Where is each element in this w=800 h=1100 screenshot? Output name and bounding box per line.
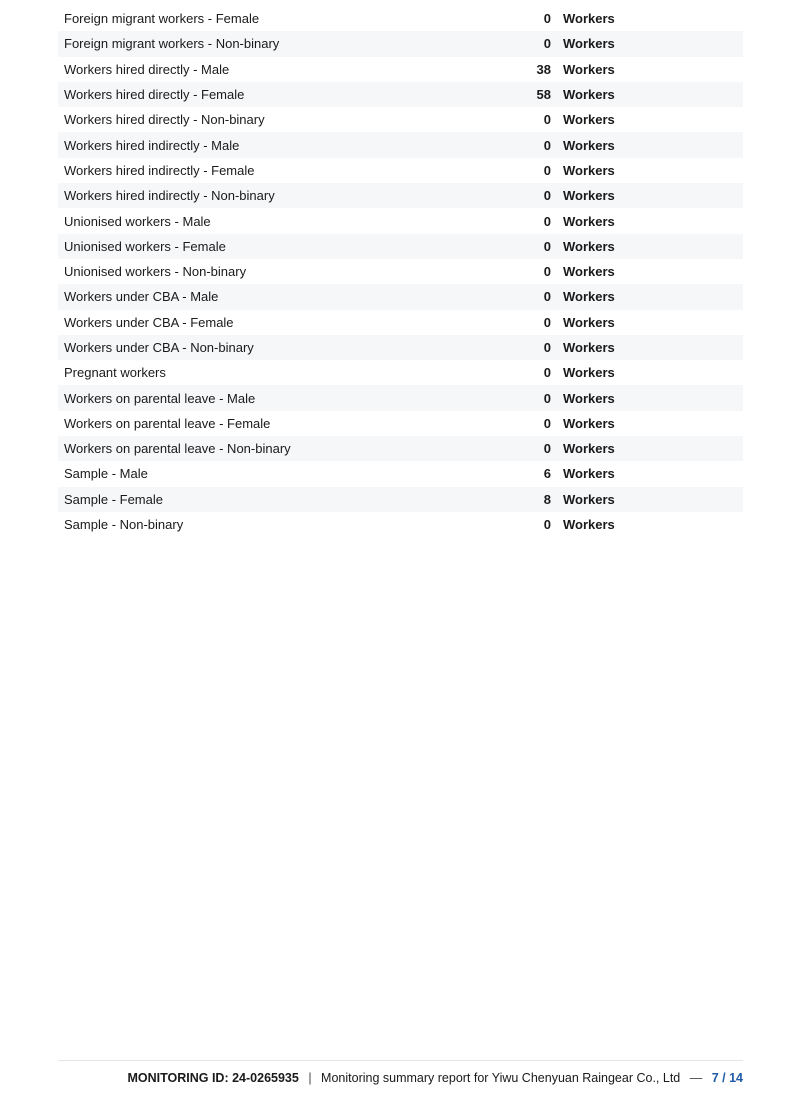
row-unit: Workers <box>563 289 615 305</box>
table-row <box>58 6 743 31</box>
row-value: 0 <box>543 289 551 305</box>
row-value: 0 <box>543 36 551 52</box>
row-value: 0 <box>543 314 551 330</box>
table-row <box>58 284 743 309</box>
table-row <box>58 360 743 385</box>
table-row <box>58 335 743 360</box>
row-value: 8 <box>543 491 551 507</box>
table-row <box>58 411 743 436</box>
row-value: 0 <box>543 137 551 153</box>
row-unit: Workers <box>563 441 615 457</box>
row-value: 0 <box>543 213 551 229</box>
row-unit: Workers <box>563 61 615 77</box>
row-unit: Workers <box>563 365 615 381</box>
page-footer <box>58 1060 743 1085</box>
table-row <box>58 259 743 284</box>
row-label: Workers hired directly - Non-binary <box>64 112 265 128</box>
row-label: Sample - Non-binary <box>64 517 184 533</box>
row-value: 6 <box>543 466 551 482</box>
row-value: 58 <box>536 87 551 103</box>
monitoring-id: MONITORING ID: 24-0265935 <box>127 1071 299 1085</box>
row-label: Workers hired directly - Female <box>64 87 245 103</box>
row-unit: Workers <box>563 466 615 482</box>
row-value: 0 <box>543 517 551 533</box>
footer-dash: — <box>689 1071 703 1085</box>
table-row <box>58 208 743 233</box>
table-row <box>58 310 743 335</box>
row-label: Workers on parental leave - Non-binary <box>64 441 291 457</box>
table-row <box>58 158 743 183</box>
row-unit: Workers <box>563 491 615 507</box>
row-value: 0 <box>543 112 551 128</box>
row-unit: Workers <box>563 188 615 204</box>
page-number: 7 / 14 <box>711 1071 743 1085</box>
row-label: Workers hired indirectly - Non-binary <box>64 188 275 204</box>
row-unit: Workers <box>563 213 615 229</box>
row-unit: Workers <box>563 517 615 533</box>
row-label: Workers on parental leave - Female <box>64 415 271 431</box>
footer-separator: | <box>308 1071 312 1085</box>
table-row <box>58 57 743 82</box>
table-row <box>58 183 743 208</box>
table-row <box>58 31 743 56</box>
row-label: Unionised workers - Non-binary <box>64 264 247 280</box>
row-label: Sample - Male <box>64 466 148 482</box>
row-unit: Workers <box>563 314 615 330</box>
row-unit: Workers <box>563 390 615 406</box>
row-unit: Workers <box>563 340 615 355</box>
row-value: 0 <box>543 162 551 178</box>
row-label: Workers under CBA - Male <box>64 289 219 305</box>
row-value: 0 <box>543 340 551 355</box>
row-label: Workers hired directly - Male <box>64 61 230 77</box>
row-label: Unionised workers - Female <box>64 238 226 254</box>
row-unit: Workers <box>563 87 615 103</box>
row-value: 38 <box>536 61 551 77</box>
table-row <box>58 234 743 259</box>
row-label: Foreign migrant workers - Female <box>64 11 260 27</box>
row-label: Workers hired indirectly - Male <box>64 137 240 153</box>
row-value: 0 <box>543 11 551 27</box>
row-label: Workers under CBA - Non-binary <box>64 340 254 355</box>
row-unit: Workers <box>563 238 615 254</box>
table-row <box>58 436 743 461</box>
row-unit: Workers <box>563 162 615 178</box>
row-value: 0 <box>543 238 551 254</box>
row-unit: Workers <box>563 137 615 153</box>
row-label: Pregnant workers <box>64 365 166 381</box>
table-row <box>58 82 743 107</box>
row-label: Workers hired indirectly - Female <box>64 162 255 178</box>
row-label: Workers on parental leave - Male <box>64 390 256 406</box>
row-label: Workers under CBA - Female <box>64 314 234 330</box>
row-label: Foreign migrant workers - Non-binary <box>64 36 280 52</box>
table-row <box>58 512 743 537</box>
row-value: 0 <box>543 415 551 431</box>
row-value: 0 <box>543 264 551 280</box>
table-row <box>58 487 743 512</box>
workers-table <box>58 6 743 537</box>
report-title: Monitoring summary report for Yiwu Chenyuan Raingear Co., Ltd <box>321 1071 681 1085</box>
table-row <box>58 107 743 132</box>
row-value: 0 <box>543 390 551 406</box>
row-unit: Workers <box>563 36 615 52</box>
row-label: Unionised workers - Male <box>64 213 211 229</box>
row-unit: Workers <box>563 112 615 128</box>
table-row <box>58 385 743 410</box>
row-unit: Workers <box>563 11 615 27</box>
row-unit: Workers <box>563 264 615 280</box>
row-unit: Workers <box>563 415 615 431</box>
row-value: 0 <box>543 441 551 457</box>
table-row <box>58 461 743 486</box>
row-value: 0 <box>543 365 551 381</box>
row-label: Sample - Female <box>64 491 163 507</box>
row-value: 0 <box>543 188 551 204</box>
table-row <box>58 132 743 157</box>
